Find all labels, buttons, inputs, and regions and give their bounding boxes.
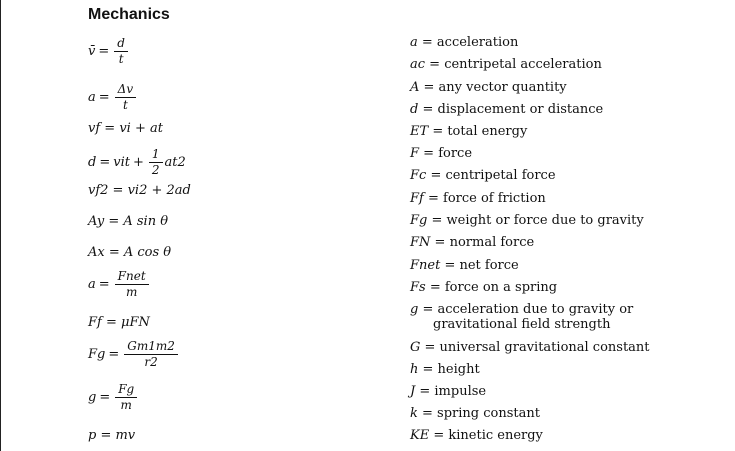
definition-symbol: Fg [410, 213, 428, 228]
definition-symbol: KE [410, 428, 430, 443]
definition-item [410, 191, 546, 206]
denominator: t [122, 97, 128, 112]
definition-text: = acceleration due to gravity or [422, 302, 634, 317]
definition-symbol: g [410, 302, 419, 317]
definition-symbol: h [410, 362, 419, 377]
formula-newton-second-law [88, 270, 151, 298]
numerator: Fg [115, 383, 137, 398]
definition-symbol: Ff [410, 191, 424, 206]
definition-text: = force [423, 146, 473, 161]
definition-item [410, 340, 650, 355]
definition-text: = height [422, 362, 480, 377]
definition-text: = centripetal acceleration [429, 57, 602, 72]
fraction [115, 383, 137, 411]
definition-item [410, 280, 557, 295]
formula-lhs: d [88, 154, 97, 170]
denominator: m [120, 397, 132, 412]
definition-symbol: ET [410, 124, 429, 139]
fraction [114, 37, 128, 65]
formula-acceleration [88, 83, 138, 111]
equals-sign: = [98, 276, 110, 292]
formula-displacement [88, 148, 186, 176]
numerator: d [114, 37, 128, 52]
definition-text: = universal gravitational constant [424, 340, 650, 355]
definition-text: = any vector quantity [423, 80, 567, 95]
definition-item [410, 35, 518, 50]
definition-item [410, 213, 644, 228]
plus-sign: + [132, 154, 144, 170]
definition-item [410, 80, 567, 95]
definition-symbol: F [410, 146, 420, 161]
equals-sign: = [98, 89, 110, 105]
equals-sign: = [98, 43, 110, 59]
formula-final-velocity: vf = vi + at [88, 121, 163, 136]
formula-field-strength [88, 383, 139, 411]
page-left-border [0, 0, 1, 451]
denominator: 2 [151, 162, 160, 177]
definition-symbol: A [410, 80, 420, 95]
formula-average-velocity [88, 37, 130, 65]
denominator: r2 [144, 354, 158, 369]
definition-symbol: d [410, 102, 419, 117]
definition-item [410, 235, 534, 250]
equals-sign: = [108, 346, 120, 362]
definition-symbol: k [410, 406, 418, 421]
formula-gravitation [88, 340, 180, 368]
equals-sign: = [99, 154, 111, 170]
definition-item [410, 384, 486, 399]
fraction [124, 340, 178, 368]
definition-text: = force of friction [427, 191, 546, 206]
definition-text: = centripetal force [430, 168, 556, 183]
definition-symbol: ac [410, 57, 426, 72]
formula-term: vit [113, 154, 130, 170]
definition-symbol: a [410, 35, 418, 50]
numerator: 1 [149, 148, 163, 163]
fraction-one-half [149, 148, 163, 176]
definition-item [410, 428, 543, 443]
formula-component-x: Ax = A cos θ [88, 245, 172, 260]
definition-item [410, 124, 527, 139]
definition-symbol: J [410, 384, 416, 399]
fraction [115, 270, 149, 298]
definition-text: = acceleration [421, 35, 519, 50]
definition-symbol: Fs [410, 280, 426, 295]
definition-item [410, 168, 556, 183]
definition-text: = spring constant [422, 406, 540, 421]
formula-momentum: p = mv [88, 428, 136, 443]
definition-item [410, 57, 602, 72]
definition-item [410, 302, 633, 332]
definition-text: = displacement or distance [422, 102, 604, 117]
denominator: t [118, 51, 124, 66]
formula-term: at2 [164, 154, 186, 170]
numerator: Gm1m2 [124, 340, 178, 355]
definition-text-continued: gravitational field strength [433, 317, 611, 332]
definition-item [410, 362, 480, 377]
formula-lhs: v̄ [88, 43, 96, 59]
definition-symbol: Fnet [410, 258, 441, 273]
definition-text: = normal force [434, 235, 535, 250]
definition-symbol: FN [410, 235, 431, 250]
definition-item [410, 258, 519, 273]
denominator: m [125, 284, 138, 299]
formula-lhs: Fg [88, 346, 106, 362]
definition-item [410, 146, 472, 161]
definition-symbol: G [410, 340, 421, 355]
definition-text: = net force [444, 258, 519, 273]
definition-text: = force on a spring [429, 280, 558, 295]
definition-symbol: Fc [410, 168, 427, 183]
definition-text: = weight or force due to gravity [431, 213, 644, 228]
numerator: Fnet [115, 270, 149, 285]
fraction [115, 83, 136, 111]
formula-velocity-squared: vf2 = vi2 + 2ad [88, 183, 191, 198]
formula-lhs: g [88, 389, 97, 405]
section-title: Mechanics [88, 6, 170, 23]
definition-item [410, 102, 603, 117]
formula-friction: Ff = μFN [88, 315, 150, 330]
definition-text: = impulse [419, 384, 487, 399]
formula-lhs: a [88, 276, 96, 292]
numerator: Δv [115, 83, 136, 98]
definition-item [410, 406, 540, 421]
equals-sign: = [99, 389, 111, 405]
formula-lhs: a [88, 89, 96, 105]
formula-component-y: Ay = A sin θ [88, 214, 169, 229]
definition-text: = total energy [432, 124, 528, 139]
definition-text: = kinetic energy [433, 428, 543, 443]
